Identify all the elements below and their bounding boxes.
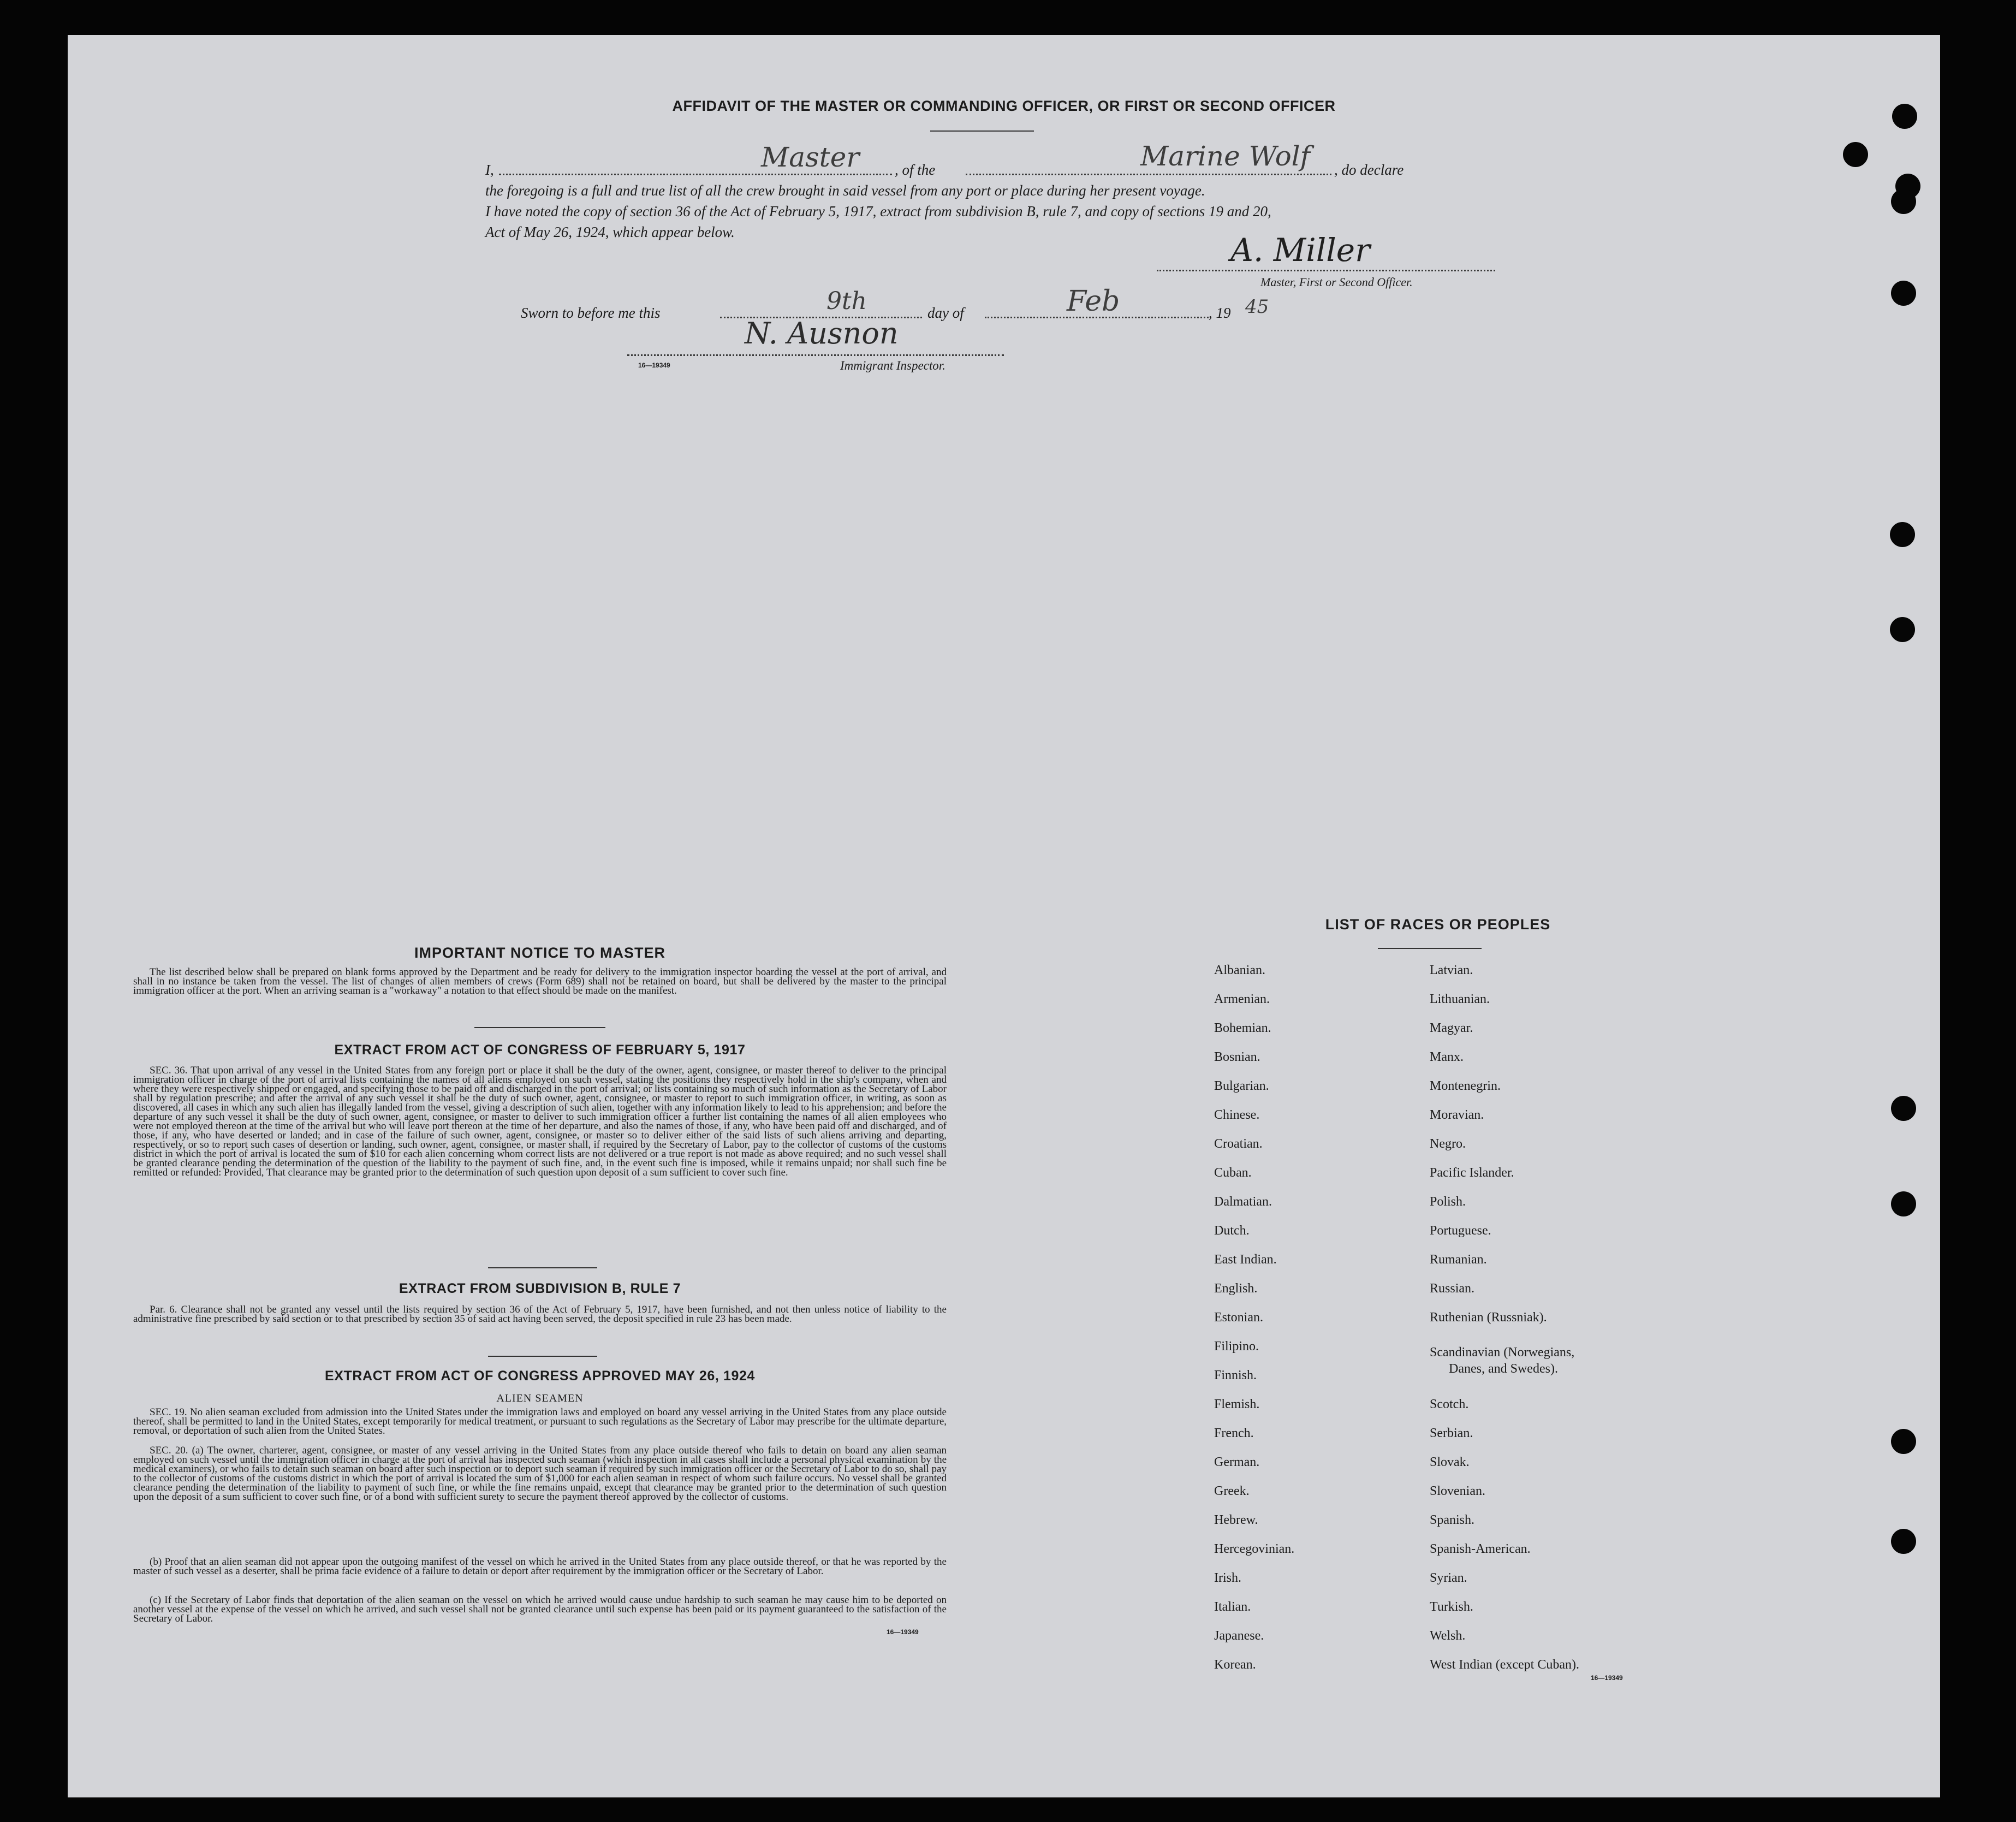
vessel-line — [966, 174, 1331, 175]
subdivision-text: Par. 6. Clearance shall not be granted any vessel until the lists required by section 36 of the Act of February 5, 1917, have been furnished, and not then unless notice of liability to the administrative fine prescribed by said section or to that prescribed by section 35 of said act having been served, the deposit specified in rule 23 has been made. — [133, 1304, 947, 1325]
punch-hole — [1891, 189, 1916, 214]
punch-hole — [1890, 617, 1915, 642]
inspector-line — [627, 354, 1004, 356]
sworn-month: Feb — [1067, 285, 1120, 318]
race-item: Portuguese. — [1430, 1224, 1491, 1238]
race-item: West Indian (except Cuban). — [1430, 1658, 1579, 1672]
inspector-signature: N. Ausnon — [745, 316, 899, 351]
form-number-right: 16—19349 — [1591, 1674, 1623, 1682]
form-number-left: 16—19349 — [887, 1628, 919, 1636]
race-item: Dutch. — [1214, 1224, 1250, 1238]
race-item: Lithuanian. — [1430, 992, 1490, 1006]
race-item: Latvian. — [1430, 963, 1473, 977]
race-item: Hebrew. — [1214, 1513, 1258, 1527]
affidavit-title: AFFIDAVIT OF THE MASTER OR COMMANDING OFFICER, OR FIRST OR SECOND OFFICER — [672, 98, 1336, 114]
notice-rule — [474, 1027, 605, 1028]
race-item: Irish. — [1214, 1571, 1241, 1585]
punch-hole — [1891, 281, 1916, 306]
sworn-label: Sworn to before me this — [521, 305, 661, 321]
races-title: LIST OF RACES OR PEOPLES — [1325, 916, 1551, 933]
master-signature: A. Miller — [1230, 232, 1370, 269]
race-item: Magyar. — [1430, 1021, 1473, 1035]
alien-seamen-subtitle: ALIEN SEAMEN — [496, 1392, 584, 1404]
declaration-line-3: I have noted the copy of section 36 of the Act of February 5, 1917, extract from subdivision B, rule 7, and copy of sections 19 and 20, — [485, 203, 1271, 219]
sec20b-text: (b) Proof that an alien seaman did not appear upon the outgoing manifest of the vessel on which he arrived in the United States from any place outside thereof, or that he was reported by the master of such vessel as a deserter, shall be prima facie evidence of a failure to detain or deport after requirement by the immigration officer or the Secretary of Labor. — [133, 1556, 947, 1577]
punch-hole — [1843, 142, 1868, 167]
punch-hole — [1891, 1191, 1916, 1216]
sec19-text: SEC. 19. No alien seaman excluded from admission into the United States under the immigration laws and employed on board any vessel arriving in the United States from any place outside thereof, shall be permitted to land in the United States, except temporarily for medical treatment, or pursuant to such regulations as the Secretary of Labor may prescribe for the ultimate departure, removal, or deportation of such alien from the United States. — [133, 1406, 947, 1437]
extract-1917-rule — [488, 1267, 597, 1268]
day-of-label: day of — [927, 305, 964, 321]
declaration-line-4: Act of May 26, 1924, which appear below. — [485, 224, 735, 240]
extract-1917-title: EXTRACT FROM ACT OF CONGRESS OF FEBRUARY 5, 1917 — [334, 1042, 746, 1058]
notice-text: The list described below shall be prepared on blank forms approved by the Department and be ready for delivery to the immigration inspector boarding the vessel at the port of arrival, and shall in no instance be taken from the vessel. The list of changes of alien members of crews (Form 689) shall not be retained on board, but shall be delivered by the master to the principal immigration officer at the port. When an arriving seaman is a "workaway" a notation to that effect should be made on the manifest. — [133, 966, 947, 996]
vessel-value: Marine Wolf — [1140, 140, 1311, 172]
race-item: Montenegrin. — [1430, 1079, 1501, 1093]
declaration-line-2: the foregoing is a full and true list of all the crew brought in said vessel from any port or place during her present voyage. — [485, 182, 1205, 199]
race-item: Turkish. — [1430, 1600, 1473, 1614]
race-item: Bulgarian. — [1214, 1079, 1269, 1093]
extract-1924-title: EXTRACT FROM ACT OF CONGRESS APPROVED MAY 26, 1924 — [324, 1368, 756, 1384]
race-item: Greek. — [1214, 1484, 1250, 1498]
subdivision-title: EXTRACT FROM SUBDIVISION B, RULE 7 — [399, 1281, 681, 1296]
race-item: Bohemian. — [1214, 1021, 1271, 1035]
race-item: Welsh. — [1430, 1629, 1466, 1643]
race-item: Korean. — [1214, 1658, 1256, 1672]
race-item: French. — [1214, 1426, 1254, 1440]
race-item: Spanish. — [1430, 1513, 1475, 1527]
race-item: Ruthenian (Russniak). — [1430, 1310, 1547, 1325]
race-item: Serbian. — [1430, 1426, 1473, 1440]
of-the-label: , of the — [895, 162, 936, 178]
master-signature-line — [1157, 270, 1495, 271]
sec20c-text: (c) If the Secretary of Labor finds that deportation of the alien seaman on the vessel on which he arrived would cause undue hardship to such seaman he may cause him to be deported on another vessel at the expense of the vessel on which he arrived, and such vessel shall not be granted clearance until such expense has been paid or its payment guaranteed to the satisfaction of the Secretary of Labor. — [133, 1594, 947, 1624]
sworn-day: 9th — [826, 287, 867, 315]
race-item: Scandinavian (Norwegians, — [1430, 1345, 1575, 1360]
race-item: Manx. — [1430, 1050, 1464, 1064]
extract-1917-text: SEC. 36. That upon arrival of any vessel in the United States from any foreign port or place it shall be the duty of the owner, agent, consignee, or master thereof to deliver to the principal immigration officer in charge of the port of arrival lists containing the names of all aliens employed on such vessel, stating the positions they respectively hold in the ship's company, when and where they were respectively shipped or engaged, and specifying those to be paid off and discharged in the port of arrival; or lists containing so much of such information as the Secretary of Labor shall by regulation prescribe; and after the arrival of any such vessel it shall be the duty of such owner, agent, consignee, or master to report to such immigration officer, in writing, as soon as discovered, all cases in which any such alien has illegally landed from the vessel, giving a description of such alien, together with any information likely to lead to his apprehension; and before the departure of any such vessel it shall be the duty of such owner, agent, consignee, or master to deliver to such immigration officer a further list containing the names of all alien employees who were not employed thereon at the time of the arrival but who will leave port thereon at the time of her departure, and also the names of those, if any, who have been paid off and discharged, and of those, if any, who have deserted or landed; and in case of the failure of such owner, agent, consignee, or master so to deliver either of the said lists of such aliens arriving and departing, respectively, or so to report such cases of desertion or landing, such owner, agent, consignee, or master shall, if required by the Secretary of Labor, pay to the collector of customs of the customs district in which the port of arrival is located the sum of $10 for each alien concerning whom correct lists are not delivered or a true report is not made as above required; and no such vessel shall be granted clearance pending the determination of the question of the liability to the payment of such fine, and, in the event such fine is imposed, while it remains unpaid; nor shall such fine be remitted or refunded: Provided, That clearance may be granted prior to the determination of such question upon deposit of a sum sufficient to cover such fine. — [133, 1065, 947, 1178]
punch-hole — [1891, 1529, 1916, 1554]
race-item: Spanish-American. — [1430, 1542, 1531, 1556]
year-prefix: , 19 — [1209, 305, 1231, 321]
race-item: Armenian. — [1214, 992, 1270, 1006]
race-item: Danes, and Swedes). — [1449, 1362, 1558, 1376]
race-item: Italian. — [1214, 1600, 1251, 1614]
race-item: Pacific Islander. — [1430, 1166, 1514, 1180]
race-item: Syrian. — [1430, 1571, 1467, 1585]
race-item: Estonian. — [1214, 1310, 1263, 1325]
race-item: Slovak. — [1430, 1455, 1470, 1469]
race-item: Dalmatian. — [1214, 1195, 1272, 1209]
race-item: Croatian. — [1214, 1137, 1263, 1151]
race-item: Moravian. — [1430, 1108, 1484, 1122]
race-item: Finnish. — [1214, 1368, 1257, 1382]
race-item: Scotch. — [1430, 1397, 1469, 1411]
race-item: German. — [1214, 1455, 1260, 1469]
race-item: Bosnian. — [1214, 1050, 1260, 1064]
race-item: Chinese. — [1214, 1108, 1260, 1122]
sec20a-text: SEC. 20. (a) The owner, charterer, agent, consignee, or master of any vessel arriving in the United States from any place outside thereof who fails to detain on board any alien seaman employed on such vessel until the immigration officer in charge at the port of arrival has inspected such seaman (which inspection in all cases shall include a personal physical examination by the medical examiners), or who fails to detain such seaman on board after such inspection or to deport such seaman if required by such immigration officer or the Secretary of Labor to do so, shall pay to the collector of customs of the customs district in which the port of arrival is located the sum of $1,000 for each alien seaman in respect of whom such failure occurs. No vessel shall be granted clearance pending the determination of the liability to payment of such fine, or while the fine remains unpaid, except that clearance may be granted prior to the determination of such question upon the deposit of a sum sufficient to cover such fine, or of a bond with sufficient surety to secure the payment thereof approved by the collector of customs. — [133, 1445, 947, 1503]
race-item: Albanian. — [1214, 963, 1265, 977]
race-item: Japanese. — [1214, 1629, 1264, 1643]
race-item: Cuban. — [1214, 1166, 1252, 1180]
punch-hole — [1892, 104, 1917, 129]
race-item: Russian. — [1430, 1281, 1475, 1296]
subdivision-rule — [488, 1356, 597, 1357]
race-item: Flemish. — [1214, 1397, 1260, 1411]
document-page — [68, 35, 1940, 1797]
race-item: Slovenian. — [1430, 1484, 1485, 1498]
race-item: East Indian. — [1214, 1253, 1277, 1267]
race-item: Hercegovinian. — [1214, 1542, 1295, 1556]
title-rule — [930, 130, 1034, 132]
master-value: Master — [761, 141, 860, 173]
inspector-caption: Immigrant Inspector. — [840, 359, 945, 372]
i-label: I, — [485, 162, 494, 178]
year-suffix: 45 — [1245, 296, 1269, 318]
notice-title: IMPORTANT NOTICE TO MASTER — [414, 945, 665, 961]
races-rule — [1378, 948, 1482, 949]
punch-hole — [1891, 1096, 1916, 1121]
master-line — [499, 174, 892, 175]
do-declare: , do declare — [1334, 162, 1404, 178]
race-item: Rumanian. — [1430, 1253, 1487, 1267]
race-item: Filipino. — [1214, 1339, 1259, 1354]
punch-hole — [1891, 1429, 1916, 1454]
race-item: English. — [1214, 1281, 1258, 1296]
race-item: Polish. — [1430, 1195, 1466, 1209]
race-item: Negro. — [1430, 1137, 1466, 1151]
master-caption: Master, First or Second Officer. — [1260, 275, 1413, 289]
form-number-top: 16—19349 — [638, 361, 670, 369]
punch-hole — [1890, 522, 1915, 547]
